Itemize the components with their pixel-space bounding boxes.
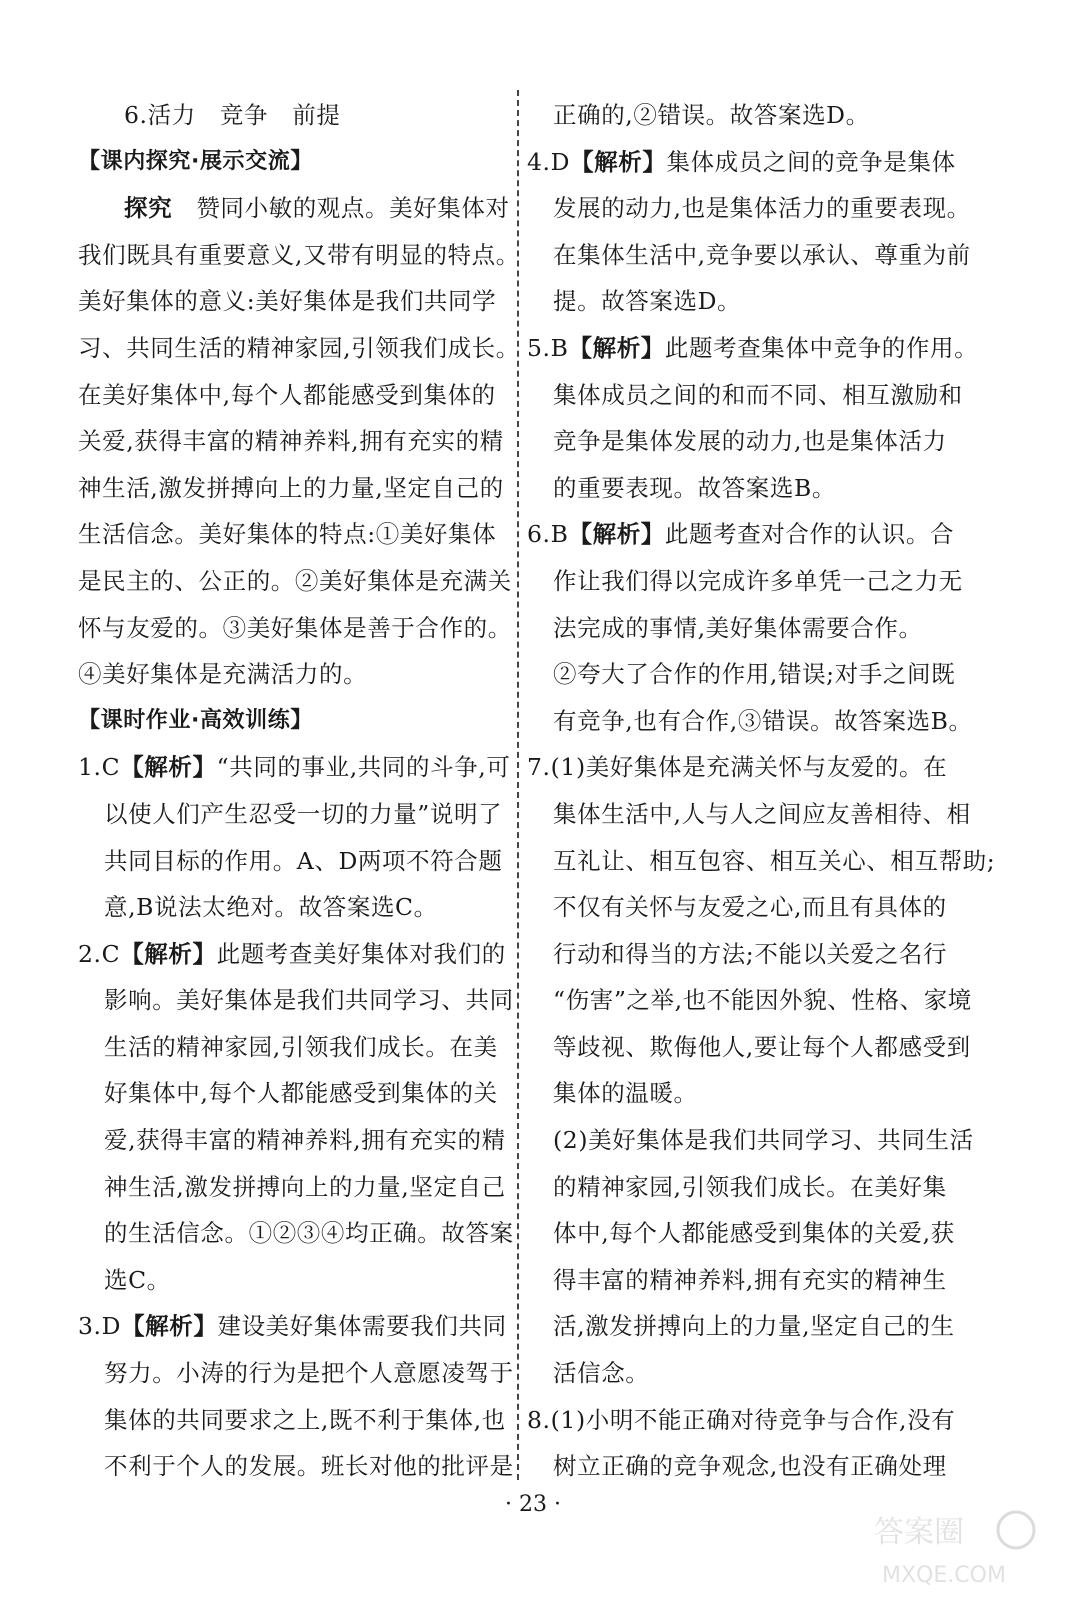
answer-line: 以使人们产生忍受一切的力量”说明了 — [104, 799, 503, 828]
answer-line: 集体的共同要求之上,既不利于集体,也 — [104, 1405, 506, 1434]
left-column — [78, 92, 520, 1490]
answer-line: 提。故答案选D。 — [553, 287, 742, 316]
section-heading-explore: 【课内探究·展示交流】 — [78, 148, 313, 174]
analysis-tag: 【解析】 — [568, 333, 665, 362]
answer-line: 互礼让、相互包容、相互关心、相互帮助; — [553, 846, 996, 875]
answer-line: 爱,获得丰富的精神养料,拥有充实的精 — [104, 1126, 506, 1155]
answer-5-first-line — [527, 325, 979, 372]
answer-3-number: 3.D — [78, 1312, 122, 1341]
answer-4-first-line — [527, 139, 967, 186]
analysis-tag: 【解析】 — [120, 939, 217, 968]
analysis-tag: 【解析】 — [570, 147, 667, 176]
answer-3-first-line — [78, 1303, 510, 1350]
explore-text: 赞同小敏的观点。美好集体对 — [196, 194, 510, 223]
answer-line: 不仅有关怀与友爱之心,而且有具体的 — [553, 893, 947, 922]
answer-5-number: 5.B — [527, 333, 569, 362]
section-heading-homework: 【课时作业·高效训练】 — [78, 707, 313, 733]
intro-line: 6.活力 竞争 前提 — [124, 101, 341, 129]
analysis-tag: 【解析】 — [121, 1312, 218, 1341]
answer-5-text: 此题考查集体中竞争的作用。 — [664, 333, 979, 362]
answer-line: 的精神家园,引领我们成长。在美好集 — [553, 1172, 947, 1201]
answer-6-number: 6.B — [527, 520, 569, 549]
answer-8-number: 8. — [527, 1405, 551, 1434]
answer-line: 的重要表现。故答案选B。 — [553, 473, 836, 502]
answer-line: 体中,每个人都能感受到集体的关爱,获 — [553, 1219, 955, 1248]
answer-line: (2)美好集体是我们共同学习、共同生活 — [553, 1126, 974, 1155]
answer-3-text: 建设美好集体需要我们共同 — [217, 1312, 507, 1341]
explore-line: ④美好集体是充满活力的。 — [78, 660, 368, 689]
answer-line: 等歧视、欺侮他人,要让每个人都感受到 — [553, 1032, 971, 1061]
explore-line: 美好集体的意义:美好集体是我们共同学 — [78, 287, 497, 316]
answer-line: ②夸大了合作的作用,错误;对手之间既 — [553, 660, 956, 689]
answer-line: 影响。美好集体是我们共同学习、共同 — [104, 986, 514, 1015]
explore-first-line — [78, 185, 510, 232]
answer-6-first-line — [527, 511, 967, 558]
answer-line: 努力。小涛的行为是把个人意愿凌驾于 — [104, 1359, 514, 1388]
explore-line: 神生活,激发拼搏向上的力量,坚定自己的 — [78, 473, 504, 502]
answer-line: 活,激发拼搏向上的力量,坚定自己的生 — [553, 1312, 955, 1341]
explore-line: 怀与友爱的。③美好集体是善于合作的。 — [78, 613, 512, 642]
explore-line: 习、共同生活的精神家园,引领我们成长。 — [78, 333, 520, 362]
answer-line: 竞争是集体发展的动力,也是集体活力 — [553, 427, 947, 456]
answer-line: 的生活信念。①②③④均正确。故答案 — [104, 1219, 514, 1248]
answer-line: 得丰富的精神养料,拥有充实的精神生 — [553, 1265, 947, 1294]
answer-1-text: “共同的事业,共同的斗争,可 — [216, 753, 511, 782]
answer-line: “伤害”之举,也不能因外貌、性格、家境 — [553, 986, 972, 1015]
watermark-logo-icon — [866, 1502, 1036, 1592]
watermark-text: MXQE.COM — [882, 1563, 1006, 1588]
answer-line: 生活的精神家园,引领我们成长。在美 — [104, 1032, 498, 1061]
answer-line: 有竞争,也有合作,③错误。故答案选B。 — [553, 706, 973, 735]
explore-line: 我们既具有重要意义,又带有明显的特点。 — [78, 240, 520, 269]
watermark-logo-text: 答案圈 — [874, 1515, 964, 1550]
answer-1-number: 1.C — [78, 753, 121, 782]
answer-line: 活信念。 — [553, 1359, 650, 1388]
answer-7-first-line — [527, 744, 967, 791]
answer-line: 发展的动力,也是集体活力的重要表现。 — [553, 194, 971, 223]
answer-8-first-line — [527, 1397, 967, 1444]
answer-2-number: 2.C — [78, 939, 121, 968]
explore-line: 是民主的、公正的。②美好集体是充满关 — [78, 566, 512, 595]
answer-line: 法完成的事情,美好集体需要合作。 — [553, 613, 923, 642]
explore-label: 探究 — [124, 194, 173, 223]
answer-line: 神生活,激发拼搏向上的力量,坚定自己 — [104, 1172, 506, 1201]
answer-1-first-line — [78, 744, 510, 791]
explore-line: 在美好集体中,每个人都能感受到集体的 — [78, 380, 496, 409]
answer-2-first-line — [78, 931, 510, 978]
answer-line: 在集体生活中,竞争要以承认、尊重为前 — [553, 240, 971, 269]
explore-line: 生活信念。美好集体的特点:①美好集体 — [78, 520, 497, 549]
right-column — [527, 92, 996, 1490]
analysis-tag: 【解析】 — [120, 753, 217, 782]
analysis-tag: 【解析】 — [568, 520, 665, 549]
answer-line: 树立正确的竞争观念,也没有正确处理 — [553, 1452, 947, 1481]
answer-7-text: (1)美好集体是充满关怀与友爱的。在 — [550, 753, 948, 782]
answer-4-number: 4.D — [527, 147, 571, 176]
answer-7-number: 7. — [527, 753, 551, 782]
answer-8-text: (1)小明不能正确对待竞争与合作,没有 — [550, 1405, 956, 1434]
answer-line: 集体生活中,人与人之间应友善相待、相 — [553, 799, 971, 828]
answer-line: 作让我们得以完成许多单凭一己之力无 — [553, 566, 963, 595]
answer-line: 集体的温暖。 — [553, 1079, 698, 1108]
page-number: · 23 · — [505, 1492, 561, 1517]
continued-line: 正确的,②错误。故答案选D。 — [553, 101, 870, 129]
answer-line: 行动和得当的方法;不能以关爱之名行 — [553, 939, 948, 968]
answer-line: 共同目标的作用。A、D两项不符合题 — [104, 846, 503, 875]
answer-line: 集体成员之间的和而不同、相互激励和 — [553, 380, 963, 409]
answer-line: 不利于个人的发展。班长对他的批评是 — [104, 1452, 514, 1481]
answer-2-text: 此题考查美好集体对我们的 — [216, 939, 506, 968]
answer-line: 选C。 — [104, 1265, 171, 1294]
answer-6-text: 此题考查对合作的认识。合 — [664, 520, 955, 549]
column-divider — [517, 90, 519, 1480]
answer-line: 好集体中,每个人都能感受到集体的关 — [104, 1079, 498, 1108]
explore-line: 关爱,获得丰富的精神养料,拥有充实的精 — [78, 427, 504, 456]
answer-4-text: 集体成员之间的竞争是集体 — [666, 147, 956, 176]
answer-line: 意,B说法太绝对。故答案选C。 — [104, 893, 438, 922]
